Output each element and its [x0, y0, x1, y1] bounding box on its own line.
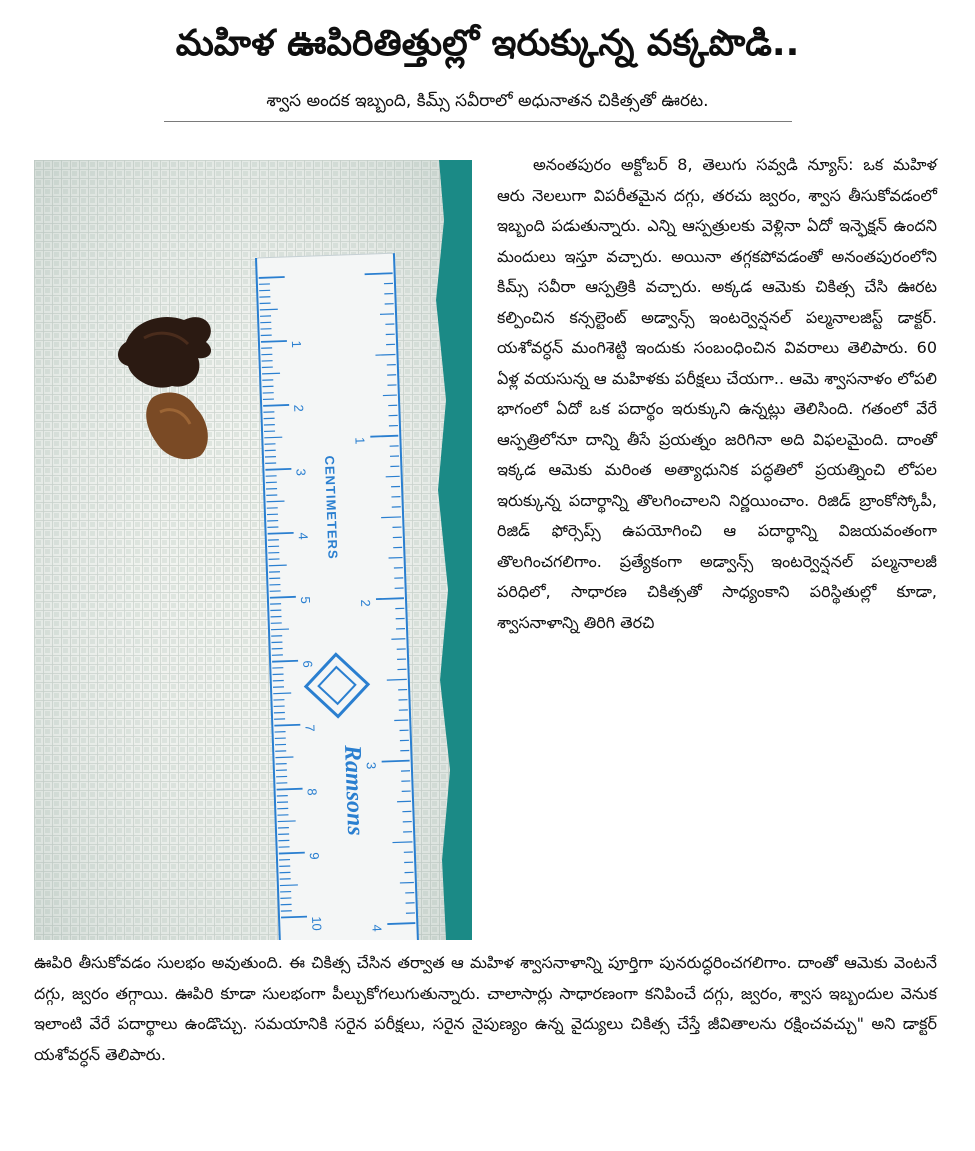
cm-tick: [273, 693, 291, 694]
extracted-object-photo: [34, 160, 472, 940]
cm-tick: [274, 725, 300, 726]
cm-tick: [261, 341, 287, 342]
inch-tick: [375, 354, 395, 355]
cm-tick: [280, 885, 298, 886]
cm-tick: [265, 469, 291, 470]
cm-number: 9: [306, 852, 323, 860]
article-body-full-width: [34, 948, 937, 1070]
article-paragraph: అనంతపురం అక్టోబర్ 8, తెలుగు సవ్వడి న్యూస్: ఒక మహిళ ఆరు నెలలుగా విపరీతమైన దగ్గు, తరచు జ్వరం, శ్వాస తీసుకోవడంలో ఇబ్బంది పడుతున్నారు. ఎన్ని ఆస్పత్రులకు వెళ్లినా ఏదో ఇన్ఫెక్షన్ ఉందని మందులు ఇస్తూ వచ్చారు. అయినా తగ్గకపోవడంతో అనంతపురంలోని కిమ్స్ సవీరా ఆస్పత్రికి వచ్చారు. అక్కడ ఆమెకు చికిత్స చేసి ఊరట కల్పించిన కన్సల్టెంట్ అడ్వాన్స్ ఇంటర్వెన్షనల్ పల్మనాలజిస్ట్ డాక్టర్. యశోవర్ధన్ మంగిశెట్టి ఇందుకు సంబంధించిన వివరాలు తెలిపారు. 60 ఏళ్ల వయసున్న ఆ మహిళకు పరీక్షలు చేయగా.. ఆమె శ్వాసనాళం లోపలి భాగంలో ఏదో ఒక పదార్థం ఇరుక్కుని ఉన్నట్లు తెలిసింది. గతంలో వేరే ఆస్పత్రిలోనూ దాన్ని తీసే ప్రయత్నం జరిగినా అది విఫలమైంది. దాంతో ఇక్కడ ఆమెకు మరింత అత్యాధునిక పద్ధతిలో ప్రయత్నించి లోపల ఇరుక్కున్న పదార్థాన్ని తొలగించాలని నిర్ణయించాం. రిజిడ్ బ్రాంకోస్కోపీ, రిజిడ్ ఫోర్సెప్స్ ఉపయోగించి ఆ పదార్థాన్ని విజయవంతంగా తొలగించగలిగాం. ప్రత్యేకంగా అడ్వాన్స్ ఇంటర్వెన్షనల్ పల్మనాలజీ పరిధిలో, సాధారణ చికిత్సతో సాధ్యంకాని పరిస్థితుల్లో కూడా, శ్వాసనాళాన్ని తిరిగి తెరచి: [497, 155, 937, 632]
cm-number: 7: [302, 724, 318, 732]
cm-tick: [272, 661, 298, 662]
divider: [164, 121, 792, 122]
cm-tick: [262, 373, 280, 374]
article-photo: [34, 160, 472, 940]
inch-tick: [370, 436, 398, 437]
cm-number: 4: [295, 532, 311, 541]
cm-tick: [268, 533, 294, 534]
cm-tick: [270, 597, 296, 598]
cm-number: 6: [300, 660, 316, 668]
inch-tick: [376, 598, 404, 599]
inch-number: 4: [369, 924, 385, 932]
cm-tick: [278, 821, 296, 822]
cm-tick: [281, 917, 307, 918]
cm-tick: [269, 565, 287, 566]
cm-tick: [263, 405, 289, 406]
ruler-unit-label: CENTIMETERS: [321, 455, 341, 560]
cm-number: 10: [309, 916, 325, 932]
cm-tick: [267, 501, 285, 502]
headline: మహిళ ఊపిరితిత్తుల్లో ఇరుక్కున్న వక్కపొడి..: [175, 23, 800, 64]
inch-tick: [365, 273, 393, 274]
article-paragraph-continued: ఊపిరి తీసుకోవడం సులభం అవుతుంది. ఈ చికిత్స చేసిన తర్వాత ఆ మహిళ శ్వాసనాళాన్ని పూర్తిగా పునరుద్ధరించగలిగాం. దాంతో ఆమెకు వెంటనే దగ్గు, జ్వరం తగ్గాయి. ఊపిరి కూడా సులభంగా పీల్చుకోగలుగుతున్నారు. చాలాసార్లు సాధారణంగా కనిపించే దగ్గు, జ్వరం, శ్వాస ఇబ్బందుల వెనుక ఇలాంటి వేరే పదార్థాలు ఉండొచ్చు. సమయానికి సరైన పరీక్షలు, సరైన నైపుణ్యం ఉన్న వైద్యులు చికిత్స చేస్తే జీవితాలను రక్షించవచ్చు" అని డాక్టర్ యశోవర్ధన్ తెలిపారు.: [34, 953, 937, 1064]
inch-tick: [392, 842, 412, 843]
cm-tick: [279, 853, 305, 854]
article-body-column: [497, 150, 937, 638]
cm-tick: [259, 277, 285, 278]
cm-tick: [271, 629, 289, 630]
inch-number: 3: [363, 761, 379, 770]
inch-number: 1: [352, 436, 368, 445]
inch-tick: [382, 761, 410, 762]
cm-tick: [277, 789, 303, 790]
cm-tick: [260, 309, 278, 310]
ruler-brand: Ramsons: [339, 744, 369, 837]
inch-tick: [387, 923, 415, 924]
inch-number: 2: [357, 599, 374, 607]
cm-tick: [275, 757, 293, 758]
cm-number: 3: [293, 468, 309, 477]
inch-tick: [381, 517, 401, 518]
cm-number: 1: [288, 340, 305, 349]
ruler: [256, 253, 418, 940]
inch-tick: [387, 679, 407, 680]
cm-tick: [264, 437, 282, 438]
subheadline: శ్వాస అందక ఇబ్బంది, కిమ్స్ సవీరాలో అధునాతన చికిత్సతో ఊరట.: [266, 91, 709, 111]
cm-number: 2: [291, 404, 307, 413]
cm-number: 8: [304, 788, 320, 796]
cm-number: 5: [297, 596, 314, 604]
